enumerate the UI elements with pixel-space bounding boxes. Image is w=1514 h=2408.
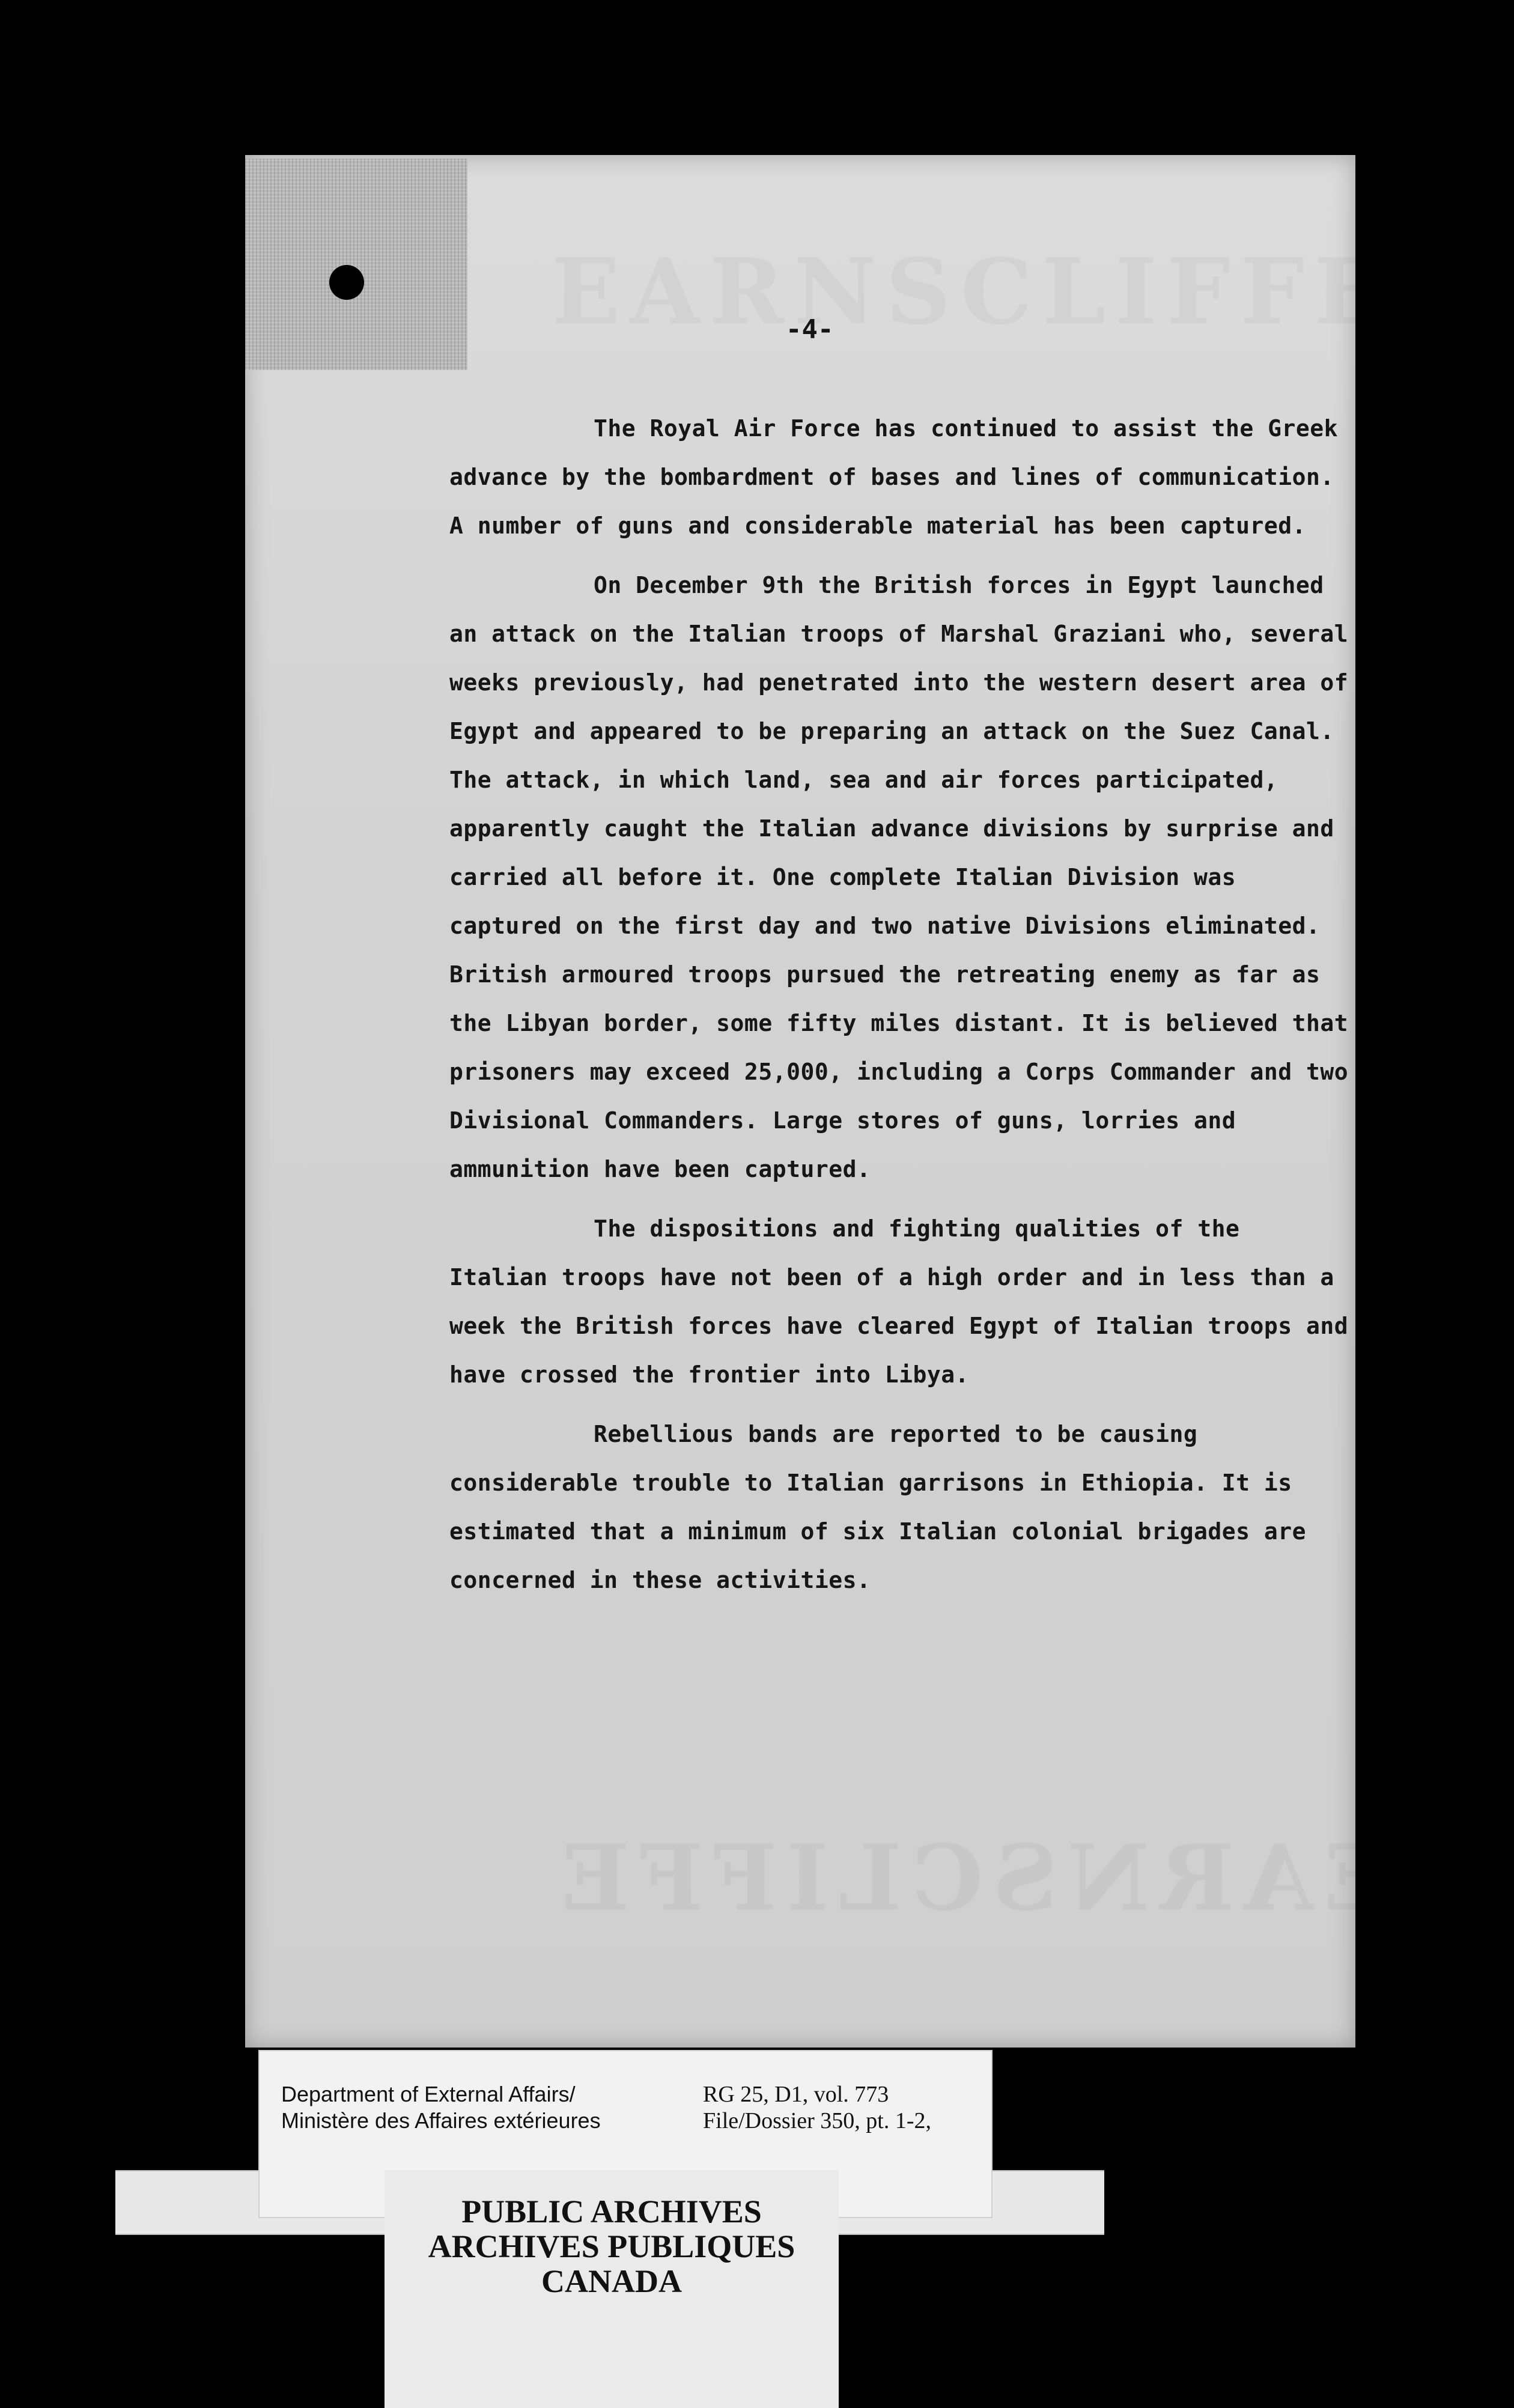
paragraph-italian-troops: The dispositions and fighting qualities of the Italian troops have not been of a high order and in less than a week the British forces have cleared Egypt of Italian troops and have crossed the frontier into Libya. <box>449 1215 1349 1388</box>
archive-stamp-text <box>385 2194 839 2299</box>
department-fr: Ministère des Affaires extérieures <box>281 2108 601 2133</box>
page-number: -4- <box>786 314 834 345</box>
paragraph-air-force: The Royal Air Force has continued to assist the Greek advance by the bombardment of bases and lines of communication. A number of guns and considerable material has been captured. <box>449 415 1339 539</box>
punch-hole-icon <box>329 265 364 300</box>
reference-line-1: RG 25, D1, vol. 773 <box>703 2082 889 2107</box>
reference-line-2: File/Dossier 350, pt. 1-2, <box>703 2108 931 2133</box>
archive-stamp <box>385 2170 839 2408</box>
stamp-line-1: PUBLIC ARCHIVES <box>461 2194 762 2230</box>
watermark-top <box>552 239 1355 345</box>
department-en: Department of External Affairs/ <box>281 2082 576 2106</box>
watermark-bottom <box>552 1825 1355 1931</box>
document-body <box>449 404 1351 1616</box>
tape-patch <box>245 159 467 370</box>
document-page <box>245 155 1355 2048</box>
paragraph-ethiopia: Rebellious bands are reported to be causing considerable trouble to Italian garrisons in Ethiopia. It is estimated that a minimum of six Italian colonial brigades are concerned in these activities. <box>449 1421 1307 1593</box>
stamp-line-3: CANADA <box>541 2263 682 2299</box>
paragraph-egypt-attack: On December 9th the British forces in Egypt launched an attack on the Italian troops of Marshal Graziani who, several weeks previously, had penetrated into the western desert area of Egypt and appeared to be preparing an attack on the Suez Canal. The attack, in which land, sea and air forces participated, apparently caught the Italian advance divisions by surprise and carried all before it. One complete Italian Division was captured on the first day and two native Divisions eliminated. British armoured troops pursued the retreating enemy as far as the Libyan border, some fifty miles distant. It is believed that prisoners may exceed 25,000, including a Corps Commander and two Divisional Commanders. Large stores of guns, lorries and ammunition have been captured. <box>449 572 1349 1182</box>
stamp-line-2: ARCHIVES PUBLIQUES <box>428 2228 795 2264</box>
reference-label <box>703 2081 931 2134</box>
department-label <box>281 2081 601 2134</box>
